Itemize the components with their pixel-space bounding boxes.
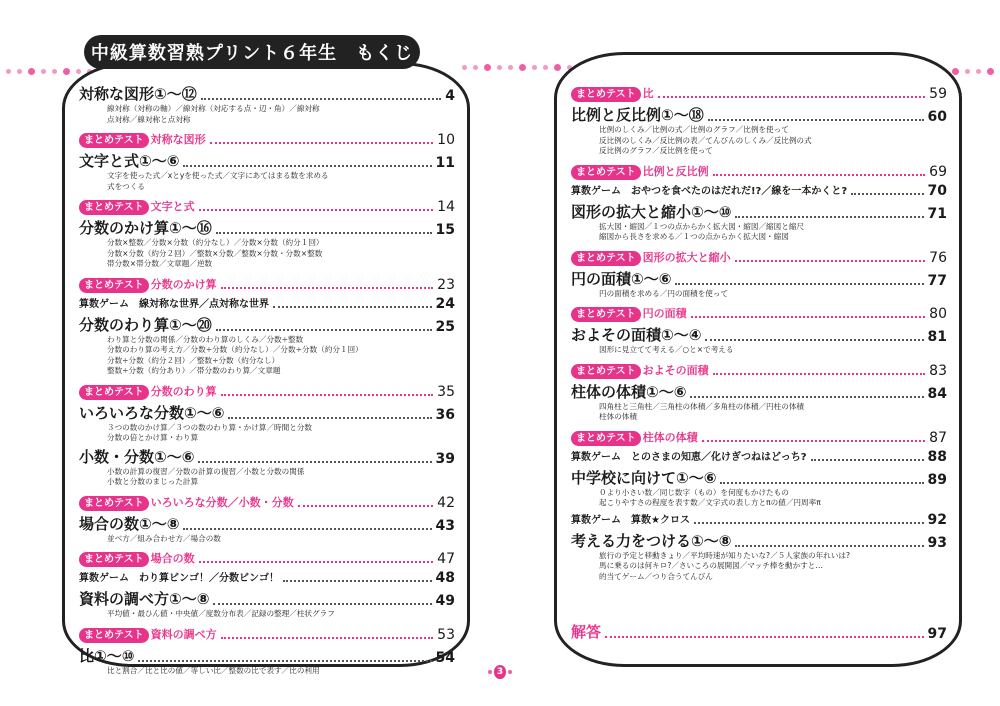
entry-subtopics bbox=[79, 666, 455, 677]
dot-leader bbox=[675, 283, 923, 285]
entry-title: 算数ゲーム とのさまの知恵／化けぎつねはどっち? bbox=[571, 451, 807, 463]
toc-entry bbox=[571, 531, 947, 583]
entry-subtopics bbox=[571, 222, 947, 243]
entry-title: 資料の調べ方 bbox=[150, 627, 217, 641]
test-badge: まとめテスト bbox=[571, 87, 641, 102]
entry-page-number: 49 bbox=[435, 593, 455, 609]
toc-entry bbox=[571, 363, 947, 379]
toc-entry bbox=[79, 277, 455, 293]
page-title-text: 中級算数習熟プリント６年生 もくじ bbox=[90, 43, 414, 64]
test-badge: まとめテスト bbox=[571, 307, 641, 322]
dot-leader bbox=[228, 417, 431, 419]
entry-subtopics bbox=[79, 609, 455, 620]
test-entry-row[interactable] bbox=[79, 277, 455, 293]
entry-subtopics bbox=[79, 104, 455, 125]
entry-page-number: 97 bbox=[927, 626, 947, 642]
dot-leader bbox=[713, 373, 926, 375]
subtopic-line: 帯分数×帯分数／文章題／逆数 bbox=[107, 259, 213, 268]
main-entry-row[interactable] bbox=[79, 84, 455, 104]
subtopic-line: 式をつくる bbox=[107, 181, 145, 191]
dot-leader bbox=[221, 287, 434, 289]
subtopic-line: 比と割合／比と比の値／等しい比／整数の比で表す／比の利用 bbox=[107, 665, 320, 675]
entry-page-number: 42 bbox=[437, 494, 455, 511]
toc-entry bbox=[79, 570, 455, 586]
entry-subtopics bbox=[571, 289, 947, 300]
entry-subtopics bbox=[571, 345, 947, 356]
dot-leader bbox=[735, 260, 926, 262]
entry-page-number: 77 bbox=[927, 272, 947, 289]
entry-title: 資料の調べ方①～⑧ bbox=[79, 590, 210, 608]
toc-entry bbox=[79, 315, 455, 377]
entry-subtopics bbox=[571, 402, 947, 423]
main-entry-row[interactable] bbox=[79, 151, 455, 171]
subtopic-line: 旅行の予定と移動きょり／平均時速が知りたいな?／５人家族の年れいは? bbox=[599, 550, 851, 560]
entry-page-number: 69 bbox=[929, 163, 947, 180]
main-entry-row[interactable] bbox=[79, 514, 455, 534]
dot-leader bbox=[702, 440, 926, 442]
test-entry-row[interactable] bbox=[571, 363, 947, 379]
dot-leader bbox=[199, 209, 434, 211]
subtopic-line: 点対称／線対称と点対称 bbox=[107, 114, 191, 124]
toc-entry bbox=[79, 646, 455, 677]
entry-title: 対称な図形 bbox=[150, 133, 206, 146]
entry-subtopics bbox=[571, 125, 947, 157]
right-toc-panel bbox=[554, 52, 962, 667]
dot-leader bbox=[216, 329, 432, 331]
subtopic-line: 柱体の体積 bbox=[599, 412, 637, 421]
toc-entry bbox=[571, 449, 947, 465]
main-entry-row[interactable] bbox=[571, 382, 947, 402]
toc-entry bbox=[571, 202, 947, 243]
entry-page-number: 80 bbox=[929, 306, 947, 322]
dot-leader bbox=[690, 396, 923, 398]
test-badge: まとめテスト bbox=[79, 552, 149, 567]
subtopic-line: 円の面積を求める／円の面積を使って bbox=[599, 288, 729, 298]
subtopic-line: 起こりやすさの程度を表す数／文字式の表し方とπの値／円周率π bbox=[599, 498, 821, 507]
toc-entry bbox=[571, 269, 947, 300]
entry-subtopics bbox=[571, 551, 947, 583]
toc-entry bbox=[571, 468, 947, 509]
page-number-badge bbox=[486, 663, 514, 681]
toc-entry bbox=[571, 183, 947, 199]
entry-title: 円の面積 bbox=[642, 307, 687, 320]
subtopic-line: ０より小さい数／同じ数字（もの）を何度もかけたもの bbox=[599, 487, 789, 497]
main-entry-row[interactable] bbox=[79, 589, 455, 609]
entry-page-number: 88 bbox=[927, 448, 947, 465]
toc-entry bbox=[571, 86, 947, 102]
dot-leader bbox=[183, 165, 431, 167]
entry-page-number: 23 bbox=[437, 276, 455, 293]
toc-entry bbox=[79, 589, 455, 620]
entry-page-number: 47 bbox=[437, 551, 455, 567]
subtopic-line: 小数の計算の復習／分数の計算の復習／小数と分数の関係 bbox=[107, 466, 305, 476]
toc-entry bbox=[571, 164, 947, 180]
main-entry-row[interactable] bbox=[79, 447, 455, 467]
entry-page-number: 89 bbox=[927, 471, 947, 488]
entry-page-number: 36 bbox=[435, 406, 455, 423]
entry-page-number: 71 bbox=[927, 205, 947, 222]
entry-page-number: 59 bbox=[929, 86, 947, 102]
toc-entry bbox=[571, 622, 947, 642]
toc-entry bbox=[571, 105, 947, 157]
game-entry-row[interactable] bbox=[571, 512, 947, 528]
subtopic-line: 並べ方／組み合わせ方／場合の数 bbox=[107, 533, 221, 543]
toc-entry bbox=[571, 325, 947, 356]
dot-leader bbox=[216, 232, 432, 234]
dot-leader bbox=[705, 339, 923, 341]
entry-page-number: 53 bbox=[437, 626, 455, 643]
subtopic-line: 分数の倍とかけ算・わり算 bbox=[107, 433, 199, 442]
entry-title: 柱体の体積 bbox=[642, 430, 698, 444]
entry-page-number: 10 bbox=[437, 132, 455, 148]
entry-page-number: 92 bbox=[927, 511, 947, 528]
toc-entry bbox=[571, 250, 947, 266]
test-badge: まとめテスト bbox=[571, 251, 641, 266]
entry-title: 比例と反比例 bbox=[642, 164, 709, 178]
toc-entry bbox=[79, 627, 455, 643]
subtopic-line: ３つの数のかけ算／３つの数のわり算・かけ算／時間と分数 bbox=[107, 422, 313, 432]
entry-title: 円の面積①～⑥ bbox=[571, 269, 672, 288]
test-entry-row[interactable] bbox=[571, 250, 947, 266]
test-badge: まとめテスト bbox=[79, 278, 149, 293]
dot-leader bbox=[221, 637, 434, 639]
test-entry-row[interactable] bbox=[79, 384, 455, 400]
test-badge: まとめテスト bbox=[571, 364, 641, 379]
entry-subtopics bbox=[571, 488, 947, 509]
toc-entry bbox=[79, 296, 455, 312]
answer-entry-row[interactable] bbox=[571, 622, 947, 642]
toc-entry bbox=[79, 84, 455, 125]
main-entry-row[interactable] bbox=[79, 218, 455, 238]
game-entry-row[interactable] bbox=[79, 296, 455, 312]
toc-entry bbox=[571, 306, 947, 322]
entry-title: 算数ゲーム 算数★クロス bbox=[571, 514, 690, 526]
entry-page-number: 48 bbox=[435, 570, 455, 586]
entry-subtopics bbox=[79, 171, 455, 192]
toc-entry bbox=[79, 384, 455, 400]
entry-page-number: 4 bbox=[445, 88, 455, 104]
entry-title: 文字と式①～⑥ bbox=[79, 152, 180, 170]
entry-title: 分数のわり算 bbox=[150, 384, 217, 398]
main-entry-row[interactable] bbox=[571, 468, 947, 488]
entry-page-number: 54 bbox=[435, 649, 455, 666]
entry-subtopics bbox=[79, 423, 455, 444]
entry-page-number: 93 bbox=[927, 534, 947, 551]
entry-title: 柱体の体積①～⑥ bbox=[571, 382, 687, 401]
entry-title: 比①～⑩ bbox=[79, 646, 135, 665]
page-title bbox=[84, 35, 420, 69]
dot-leader bbox=[713, 174, 926, 176]
entry-page-number: 14 bbox=[437, 199, 455, 215]
entry-subtopics bbox=[79, 467, 455, 488]
entry-title: 中学校に向けて①～⑥ bbox=[571, 468, 717, 487]
subtopic-line: 分数のわり算の考え方／分数÷分数（約分なし）／分数÷分数（約分１回） bbox=[107, 345, 363, 354]
test-badge: まとめテスト bbox=[571, 431, 641, 446]
main-entry-row[interactable] bbox=[79, 403, 455, 423]
main-entry-row[interactable] bbox=[571, 531, 947, 551]
main-entry-row[interactable] bbox=[571, 269, 947, 289]
dot-leader bbox=[811, 459, 924, 461]
toc-entry bbox=[571, 382, 947, 423]
toc-entry bbox=[79, 151, 455, 192]
subtopic-line: 反比例のしくみ／反比例の表／てんびんのしくみ／反比例の式 bbox=[599, 135, 812, 145]
dot-leader bbox=[221, 394, 434, 396]
subtopic-line: 文字を使った式／xとyを使った式／文字にあてはまる数を求める bbox=[107, 171, 329, 180]
dot-leader bbox=[694, 522, 924, 524]
toc-entry bbox=[571, 512, 947, 528]
entry-page-number: 43 bbox=[435, 517, 455, 534]
entry-title: およその面積 bbox=[642, 363, 709, 377]
entry-title: 分数のかけ算 bbox=[150, 277, 217, 291]
entry-page-number: 83 bbox=[929, 362, 947, 379]
toc-entry bbox=[79, 514, 455, 545]
entry-subtopics bbox=[79, 534, 455, 545]
entry-page-number: 11 bbox=[435, 155, 455, 171]
subtopic-line: 縮図から長さを求める／１つの点からかく拡大図・縮図 bbox=[599, 232, 789, 241]
subtopic-line: 比例のしくみ／比例の式／比例のグラフ／比例を使って bbox=[599, 125, 789, 134]
entry-page-number: 76 bbox=[929, 249, 947, 266]
game-entry-row[interactable] bbox=[571, 183, 947, 199]
test-entry-row[interactable] bbox=[79, 551, 455, 567]
dot-leader bbox=[273, 306, 432, 308]
subtopic-line: 拡大図・縮図／１つの点からかく拡大図・縮図／縮図と縮尺 bbox=[599, 221, 805, 231]
test-entry-row[interactable] bbox=[79, 132, 455, 148]
entry-page-number: 35 bbox=[437, 383, 455, 400]
main-entry-row[interactable] bbox=[571, 325, 947, 345]
game-entry-row[interactable] bbox=[571, 449, 947, 465]
toc-entry bbox=[571, 430, 947, 446]
dot-leader bbox=[720, 482, 923, 484]
entry-title: 分数のわり算①～⑳ bbox=[79, 315, 212, 334]
test-entry-row[interactable] bbox=[79, 199, 455, 215]
entry-page-number: 24 bbox=[435, 295, 455, 312]
dot-leader bbox=[298, 505, 434, 507]
subtopic-line: 分数×整数／分数×分数（約分なし）／分数×分数（約分１回） bbox=[107, 238, 324, 247]
entry-title: 考える力をつける①～⑧ bbox=[571, 531, 732, 550]
toc-entry bbox=[79, 447, 455, 488]
subtopic-line: 線対称（対称の軸）／線対称（対応する点・辺・角）／線対称 bbox=[107, 104, 320, 113]
dot-leader bbox=[658, 96, 926, 98]
right-toc-list bbox=[571, 79, 947, 642]
left-toc-panel bbox=[62, 62, 470, 675]
entry-page-number: 84 bbox=[927, 385, 947, 402]
entry-title: 算数ゲーム 線対称な世界／点対称な世界 bbox=[79, 298, 269, 310]
dot-leader bbox=[183, 528, 431, 530]
entry-title: 図形の拡大と縮小①～⑩ bbox=[571, 202, 732, 221]
entry-title: およその面積①～④ bbox=[571, 326, 702, 344]
entry-title: 文字と式 bbox=[150, 200, 195, 213]
entry-title: 小数・分数①～⑥ bbox=[79, 447, 195, 466]
dot-leader bbox=[198, 461, 431, 463]
entry-page-number: 87 bbox=[929, 429, 947, 446]
test-badge: まとめテスト bbox=[571, 165, 641, 180]
dot-leader bbox=[691, 316, 926, 318]
entry-page-number: 60 bbox=[927, 109, 947, 125]
entry-page-number: 25 bbox=[435, 318, 455, 335]
dot-leader bbox=[213, 603, 431, 605]
subtopic-line: 的当てゲーム／つり合うてんびん bbox=[599, 571, 713, 581]
dot-leader bbox=[210, 142, 434, 144]
test-badge: まとめテスト bbox=[79, 385, 149, 400]
dot-leader bbox=[735, 545, 923, 547]
test-entry-row[interactable] bbox=[571, 86, 947, 102]
left-toc-list bbox=[79, 81, 455, 676]
main-entry-row[interactable] bbox=[79, 315, 455, 335]
entry-title: 図形の拡大と縮小 bbox=[642, 250, 731, 264]
entry-subtopics bbox=[79, 238, 455, 270]
test-entry-row[interactable] bbox=[571, 430, 947, 446]
dot-leader bbox=[138, 660, 431, 662]
subtopic-line: わり算と分数の関係／分数のわり算のしくみ／分数÷整数 bbox=[107, 334, 304, 344]
entry-subtopics bbox=[79, 335, 455, 377]
entry-title: いろいろな分数／小数・分数 bbox=[150, 495, 294, 509]
subtopic-line: 整数÷分数（約分あり）／帯分数のわり算／文章題 bbox=[107, 366, 281, 375]
dot-leader bbox=[708, 119, 924, 121]
dot-leader bbox=[201, 98, 442, 100]
subtopic-line: 四角柱と三角柱／三角柱の体積／多角柱の体積／円柱の体積 bbox=[599, 401, 805, 411]
entry-title: 場合の数 bbox=[150, 552, 195, 565]
entry-page-number: 70 bbox=[927, 182, 947, 199]
dot-leader bbox=[605, 636, 924, 638]
main-entry-row[interactable] bbox=[571, 202, 947, 222]
page-number: 3 bbox=[494, 665, 507, 679]
entry-title: 算数ゲーム おやつを食べたのはだれだ!?／線を一本かくと? bbox=[571, 185, 848, 197]
entry-title: 分数のかけ算①～⑯ bbox=[79, 219, 212, 237]
toc-entry bbox=[79, 218, 455, 270]
dot-leader bbox=[735, 216, 923, 218]
test-entry-row[interactable] bbox=[571, 306, 947, 322]
test-badge: まとめテスト bbox=[79, 133, 149, 148]
entry-title: 算数ゲーム わり算ビンゴ！／分数ビンゴ！ bbox=[79, 573, 279, 584]
main-entry-row[interactable] bbox=[79, 646, 455, 666]
subtopic-line: 小数と分数のまじった計算 bbox=[107, 477, 199, 486]
entry-page-number: 81 bbox=[927, 329, 947, 345]
test-entry-row[interactable] bbox=[571, 164, 947, 180]
subtopic-line: 反比例のグラフ／反比例を使って bbox=[599, 146, 713, 155]
entry-page-number: 15 bbox=[435, 222, 455, 238]
dot-leader bbox=[283, 580, 432, 582]
test-badge: まとめテスト bbox=[79, 200, 149, 215]
entry-title: 比例と反比例①～⑱ bbox=[571, 106, 704, 124]
toc-entry bbox=[79, 403, 455, 444]
toc-entry bbox=[79, 132, 455, 148]
main-entry-row[interactable] bbox=[571, 105, 947, 125]
test-entry-row[interactable] bbox=[79, 627, 455, 643]
toc-entry bbox=[79, 495, 455, 511]
subtopic-line: 分数×分数（約分２回）／整数×分数／整数×分数・分数×整数 bbox=[107, 248, 323, 258]
dot-leader bbox=[199, 561, 434, 563]
subtopic-line: 馬に乗るのは何キロ?／さいころの展開図／マッチ棒を動かすと… bbox=[599, 561, 823, 570]
test-entry-row[interactable] bbox=[79, 495, 455, 511]
subtopic-line: 図形に見立てて考える／○と×で考える bbox=[599, 345, 734, 354]
toc-entry bbox=[79, 551, 455, 567]
subtopic-line: 平均値・最ひん値・中央値／度数分布表／記録の整理／柱状グラフ bbox=[107, 609, 335, 618]
entry-title: 場合の数①～⑧ bbox=[79, 514, 180, 533]
test-badge: まとめテスト bbox=[79, 628, 149, 643]
dot-leader bbox=[851, 193, 923, 195]
entry-title: 解答 bbox=[571, 623, 602, 641]
entry-page-number: 39 bbox=[435, 450, 455, 467]
entry-title: いろいろな分数①～⑥ bbox=[79, 403, 225, 422]
subtopic-line: 分数÷分数（約分２回）／整数÷分数（約分なし） bbox=[107, 355, 280, 365]
toc-entry bbox=[79, 199, 455, 215]
entry-title: 比 bbox=[642, 87, 654, 100]
entry-title: 対称な図形①～⑫ bbox=[79, 85, 197, 103]
test-badge: まとめテスト bbox=[79, 496, 149, 511]
game-entry-row[interactable] bbox=[79, 570, 455, 586]
